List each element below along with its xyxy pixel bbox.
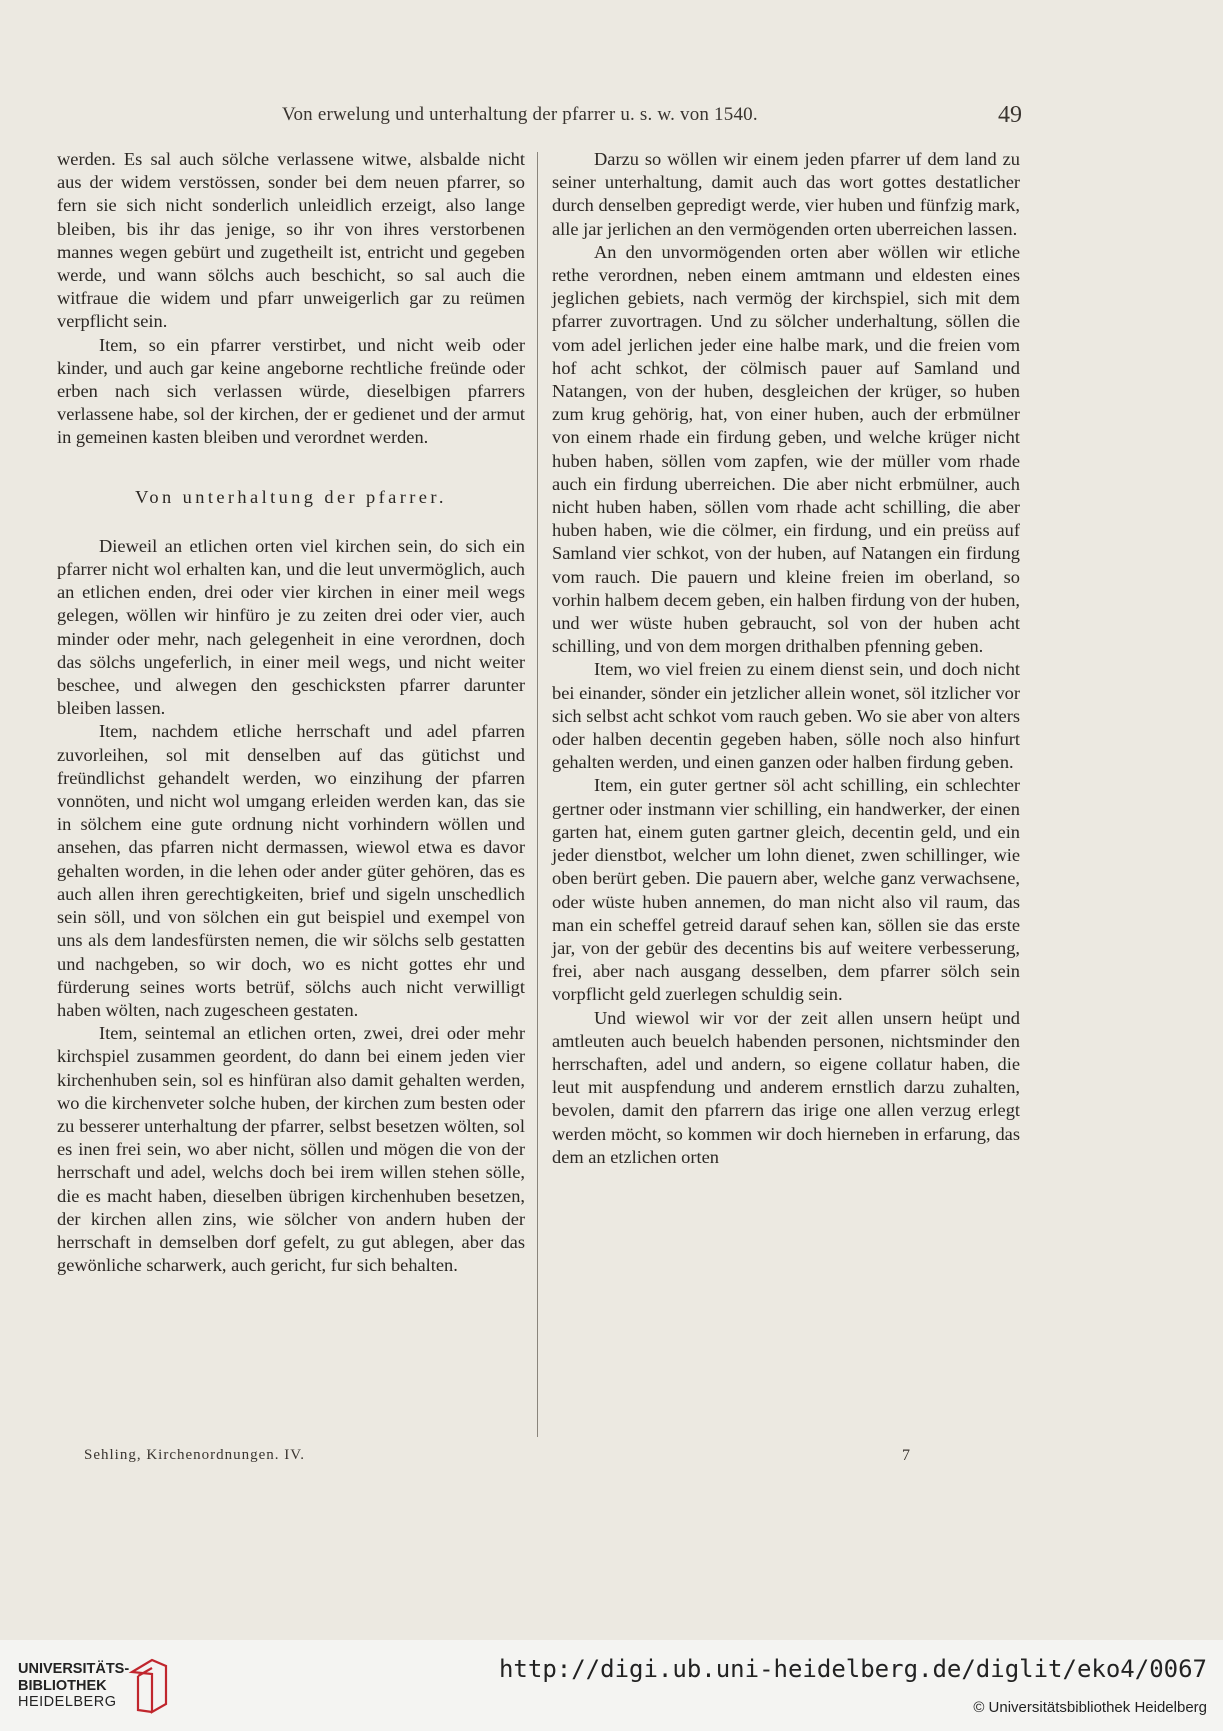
library-logo-icon xyxy=(122,1652,170,1718)
paragraph: An den unvormögenden orten aber wöllen wir etliche rethe verordnen, neben einem amtmann und eldesten eines jeglichen gebiets, nach vermög der kirchspiel, sich mit dem pfarrer zuvortragen. Und zu sölcher underhaltung, söllen die vom adel jerlichen jeder eine halbe mark, und die freien vom hof acht schkot, der cölmisch pauer auf Samland und Natangen, von der huben, desgleichen der krüger, so huben zum krug gehörig, hat, von einer huben, auch der erbmülner von einem rhade ein firdung geben, und welche krüger nicht huben haben, söllen vom zapfen, wie der müller vom rhade auch ein firdung uberreichen. Die aber nicht erbmülner, auch nicht huben haben, söllen vom rhade acht schilling, die aber huben haben, wie die cölmer, ein firdung, und ein preüss auf Samland vier schkot, von der huben, auf Natangen ein firdung vom rauch. Die pauern und kleine freien im oberland, so vorhin halbem decem geben, ein halben firdung von der huben, und wer wüste huben gebraucht, sol von der huben acht schilling, und von dem morgen drithalben pfenning geben. xyxy=(552,241,1020,657)
copyright-notice: © Universitätsbibliothek Heidelberg xyxy=(973,1699,1207,1716)
paragraph: werden. Es sal auch sölche verlassene witwe, alsbalde nicht aus der widem verstössen, sonder bei dem neuen pfarrer, so fern sie sich nicht sonderlich unleidlich erzeigt, also lange bleiben, bis ihr das jenige, so ihr von ihres verstorbenen mannes wegen gebürt und zugetheilt ist, entricht und gegeben werde, und wann sölchs auch beschicht, so sal auch die witfraue die widem und pfarr unweigerlich gar zu reümen verpflicht sein. xyxy=(57,149,525,332)
permalink-url[interactable]: http://digi.ub.uni-heidelberg.de/diglit/eko4/0067 xyxy=(498,1655,1207,1683)
sheet-number: 7 xyxy=(902,1447,910,1464)
running-title: Von erwelung und unterhaltung der pfarrer u. s. w. von 1540. xyxy=(282,104,758,125)
paragraph: Item, seintemal an etlichen orten, zwei, drei oder mehr kirchspiel zusammen geordent, do dann bei einem jeden vier kirchenhuben sein, sol es hinfüran also damit gehalten werden, wo die kirchenveter solche huben, der kirchen zum besten oder zu besserer unterhaltung der pfarrer, selbst besetzen wölten, sol es inen frei sein, wo aber nicht, söllen und mögen die von der herrschaft und adel, welchs doch bei irem willen stehen sölle, die es macht haben, dieselben übrigen kirchenhuben besetzen, der kirchen allen zins, wie sölcher von andern huben der herrschaft in demselben dorf gefelt, zu gut ablegen, aber das gewönliche scharwerk, auch gericht, fur sich behalten. xyxy=(57,1023,525,1276)
paragraph: Item, so ein pfarrer verstirbet, und nicht weib oder kinder, und auch gar keine angeborne rechtliche freünde oder erben nach sich verlassen würde, dieselbigen pfarrers verlassene habe, sol der kirchen, der er gedienet und der armut in gemeinen kasten bleiben und verordnet werden. xyxy=(57,334,525,448)
paragraph: Item, nachdem etliche herrschaft und adel pfarren zuvorleihen, sol mit denselben auf das gütichst und freündlichst gehandelt werden, wo einzihung der pfarren vonnöten, und nicht wol umgang erleiden werden kan, das sie in sölchem eine gute ordnung nicht vorhindern wöllen und ansehen, das pfarren nicht dermassen, wiewol etwa es davor gehalten worden, in die lehen oder ander güter gehören, das es auch allen ihren gerechtigkeiten, brief und sigeln unschedlich sein söll, und von sölchen ein gut beispiel und exempel von uns als dem landesfürsten nemen, die wir sölchs selb gestatten und nachgeben, so wir doch, wo es nicht gottes ehr und fürderung seines worts betrüf, sölchs auch nicht verwilligt haben wölten, nach zugescheen gestaten. xyxy=(57,721,525,1020)
left-column xyxy=(57,148,525,1277)
paragraph: Item, ein guter gertner söl acht schilling, ein schlechter gertner oder instmann vier schilling, ein handwerker, der einen garten hat, einem guten gartner gleich, decentin geld, und ein jeder dienstbot, welcher um lohn dienet, zwen schillinger, wie oben berürt geben. Die pauern aber, welche ganz verwachsene, oder wüste huben annemen, do man nicht also vil raum, das man ein scheffel getreid darauf sehen kan, söllen sie das erste jar, von der gebür des decentins bis auf weitere verbesserung, frei, aber nach ausgang desselben, dem pfarrer sölch sein vorpflicht geld zuerlegen schuldig sein. xyxy=(552,775,1020,1005)
paragraph: Und wiewol wir vor der zeit allen unsern heüpt und amtleuten auch beuelch habenden personen, nichtsminder den herrschaften, adel und andern, so eigene collatur haben, die leut mit auspfendung und anderem ernstlich darzu zuhalten, bevolen, damit den pfarrern das irige one allen verzug erlegt werden möcht, so kommen wir doch hierneben in erfarung, das dem an etzlichen orten xyxy=(552,1007,1020,1167)
logo-line: BIBLIOTHEK xyxy=(18,1677,107,1694)
logo-line: HEIDELBERG xyxy=(18,1694,117,1710)
library-logo[interactable] xyxy=(18,1661,129,1711)
paragraph: Darzu so wöllen wir einem jeden pfarrer uf dem land zu seiner unterhaltung, damit auch das wort gottes destatlicher durch denselben gepredigt werde, vier huben und fünfzig mark, alle jar jerlichen an den vermögenden orten uberreichen lassen. xyxy=(552,149,1020,239)
library-footer-bar xyxy=(0,1640,1223,1731)
signature-line: Sehling, Kirchenordnungen. IV. xyxy=(84,1447,305,1463)
paragraph: Dieweil an etlichen orten viel kirchen sein, do sich ein pfarrer nicht wol erhalten kan, und die leut unvermöglich, auch an etlichen enden, drei oder vier kirchen in einer meil wegs gelegen, wöllen wir hinfüro je zu zeiten drei oder vier, auch minder oder mehr, nach gelegenheit in eine verordnen, doch das sölchs ungeferlich, in einer meil wegs, und nicht weiter beschee, und alwegen den geschicksten pfarrer darunter bleiben lassen. xyxy=(57,535,525,719)
section-heading: Von unterhaltung der pfarrer. xyxy=(135,486,447,507)
logo-line: UNIVERSITÄTS- xyxy=(18,1661,130,1677)
paragraph: Item, wo viel freien zu einem dienst sein, und doch nicht bei einander, sönder ein jetzlicher allein wonet, söl itzlicher vor sich selbst acht schkot vom rauch geben. Wo sie aber von alters oder halben decentin gegeben haben, sölle noch also hinfurt gehalten werden, und einen ganzen oder halben firdung geben. xyxy=(552,659,1020,773)
column-divider xyxy=(537,152,538,1437)
page-number: 49 xyxy=(998,102,1022,128)
right-column xyxy=(552,148,1020,1169)
